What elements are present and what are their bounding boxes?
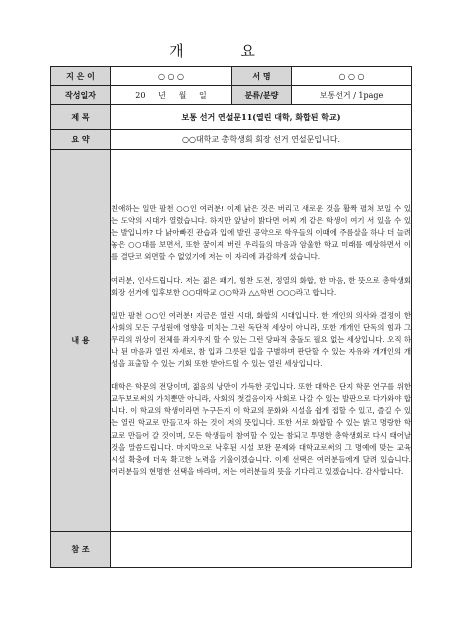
content-paragraph-4: 대학은 학문의 전당이며, 젊음의 낭만이 가득한 곳입니다. 또한 대학은 단지 학문 연구를 위한 교두보로써의 가치뿐만 아니라, 사회의 첫걸음이자 사회로 나갈 수 있는 발판으로 다가와야 합니다. 이 학교의 학생이라면 누구든지 이 학교의 문화와 시설을 쉽게 접할 수 있고, 즐길 수 있는 열린 학교로 만들고자 하는 것이 저의 뜻입니다. 또한 서로 화합할 수 있는 밝고 명랑한 학교로 만들어 갈 것이며, 모든 학생들이 참여할 수 있는 참되고 투명한 총학생회로 다시 태어날 것을 말씀드립니다. 마지막으로 낙후된 시설 보완 문제와 대학교로써의 그 명예에 맞는 교육 시설 확충에 더욱 확고한 노력을 기울이겠습니다. 이제 선택은 여러분들에게 달려 있습니다. 여러분들의 현명한 선택을 바라며, 저는 여러분들의 뜻을 기다리고 있겠습니다. 감사합니다. xyxy=(111,382,411,476)
subject-row xyxy=(51,105,412,130)
content-label: 내 용 xyxy=(51,150,111,532)
document-title: 개 요 xyxy=(169,42,281,60)
summary-label: 요 약 xyxy=(51,130,111,150)
date-row xyxy=(51,86,412,105)
summary-form-table xyxy=(50,66,412,568)
content-body xyxy=(111,150,412,532)
author-value: ○ ○ ○ xyxy=(111,67,232,86)
author-label: 지 은 이 xyxy=(51,67,111,86)
summary-row xyxy=(51,130,412,150)
date-value: 20 년 월 일 xyxy=(111,86,232,105)
content-paragraph-3: 일만 팔천 ○○인 여러분! 지금은 열린 시대, 화합의 시대입니다. 한 개인의 의사와 결정이 한 사회의 모든 구성원에 영향을 미치는 그런 독단적 세상이 아니라, 또한 개개인 단독의 힘과 그 무리의 위상이 전체를 좌지우지 할 수 있는 그런 당파적 충돌도 필요 없는 세상입니다. 오직 하나 된 마음과 열린 자세로, 참 입과 그릇된 입을 구별하며 판단할 수 있는 자유와 개개인의 개성을 표출할 수 있는 기회 또한 받아드릴 수 있는 열린 세상입니다. xyxy=(111,310,411,369)
author-row xyxy=(51,67,412,86)
reference-label: 참 조 xyxy=(51,532,111,568)
content-paragraph-2: 여러분, 인사드립니다. 저는 젊은 패기, 힘찬 도전, 정열의 화합, 한 마음, 한 뜻으로 총학생회 회장 선거에 입후보한 ○○대학교 ○○학과 △△학번 ○○○라고 합니다. xyxy=(111,275,411,297)
summary-value: ○○대학교 총학생회 회장 선거 연설문입니다. xyxy=(111,130,412,150)
content-row xyxy=(51,150,412,532)
title-book-label: 서 명 xyxy=(232,67,292,86)
reference-row xyxy=(51,532,412,568)
date-label: 작성일자 xyxy=(51,86,111,105)
category-value: 보통선거 / 1page xyxy=(292,86,412,105)
subject-label: 제 목 xyxy=(51,105,111,130)
category-label: 분류/분량 xyxy=(232,86,292,105)
content-paragraph-1: 친애하는 일만 팔천 ○○인 여러분! 이제 낡은 것은 버리고 새로운 것을 활짝 펼쳐 보일 수 있는 도약의 시대가 열렸습니다. 하지만 앞날이 밝다면 어찌 게 같은 학생이 여기 서 있을 수 있는 발입니까? 다 낡아빠진 관습과 입에 발린 공약으로 학우들의 이때에 주름살을 하나 더 늘려놓은 ○○대를 보면서, 또한 꿈이져 버린 우리들의 마음과 암울한 학교 미래를 예상하면서 이를 결단코 외면할 수 없었기에 저는 이 자리에 과감하게 섰습니다. xyxy=(111,204,411,262)
subject-value: 보통 선거 연설문11(열린 대학, 화합된 학교) xyxy=(111,105,412,130)
title-book-value: ○ ○ ○ xyxy=(292,67,412,86)
reference-value xyxy=(111,532,412,568)
